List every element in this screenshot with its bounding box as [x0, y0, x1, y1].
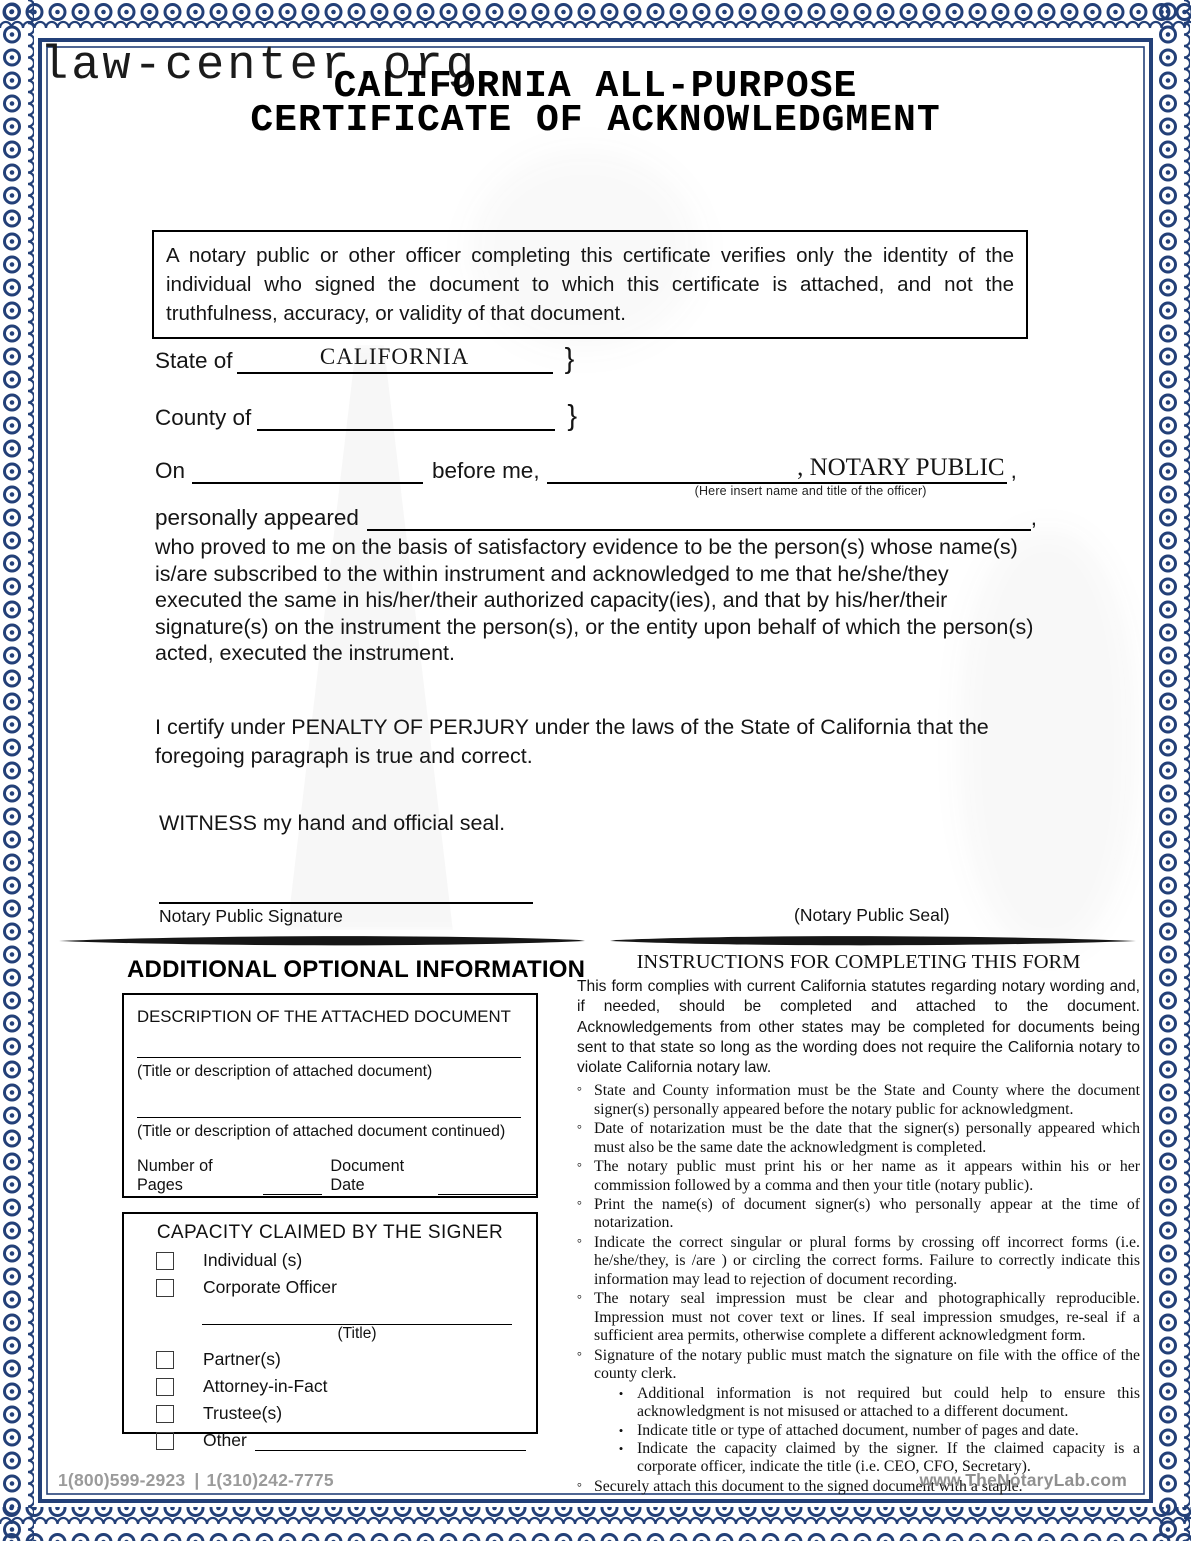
instructions-list	[577, 1082, 1140, 1496]
personally-appeared-label: personally appeared	[155, 505, 359, 530]
section-divider-rule	[55, 933, 1140, 949]
capacity-option-row	[156, 1430, 536, 1451]
capacity-option-label: Attorney-in-Fact	[203, 1376, 328, 1396]
degree-bullet-icon	[577, 1347, 594, 1383]
capacity-option-label: Corporate Officer	[203, 1277, 337, 1297]
instruction-item	[577, 1234, 1140, 1289]
checkbox-individuals[interactable]	[156, 1252, 174, 1270]
instruction-text: Print the name(s) of document signer(s) who personally appear at the time of notarization.	[594, 1196, 1140, 1232]
instruction-sublist	[605, 1385, 1140, 1476]
acknowledgment-paragraph: who proved to me on the basis of satisfactory evidence to be the person(s) whose name(s) is/are subscribed to the within instrument and acknowledged to me that he/she/they executed the same in his/her/their authorized capacity(ies), and that by his/her/their signature(s) on the instrument the person(s), or the entity upon behalf of which the person(s) acted, executed the instrument.	[155, 535, 1034, 665]
dot-bullet-icon	[605, 1440, 637, 1476]
seal-label: (Notary Public Seal)	[794, 905, 950, 925]
instruction-item	[577, 1347, 1140, 1383]
capacity-option-label: Individual (s)	[203, 1250, 303, 1270]
instruction-text: Indicate the correct singular or plural forms by crossing off incorrect forms (i.e. he/she/they, is /are ) or circling the correct forms. Failure to correctly indicate this information may lead to rejection of document recording.	[594, 1234, 1140, 1288]
footer-separator: |	[194, 1470, 200, 1490]
degree-bullet-icon	[577, 1158, 594, 1194]
instruction-text: The notary seal impression must be clear and photographically reproducible. Impression must not cover text or lines. If seal impression smudges, re-seal if a sufficient area permits, otherwise complete a different acknowledgment form.	[594, 1290, 1140, 1344]
corporate-title-hint: (Title)	[337, 1325, 377, 1342]
title-line-1: CALIFORNIA ALL-PURPOSE	[333, 65, 858, 108]
footer-phone-2: 1(310)242-7775	[206, 1470, 334, 1490]
degree-bullet-icon	[577, 1196, 594, 1232]
footer-phone-1: 1(800)599-2923	[58, 1470, 186, 1490]
description-box-heading: DESCRIPTION OF THE ATTACHED DOCUMENT	[137, 1007, 511, 1026]
comma: ,	[1030, 505, 1037, 530]
state-row	[155, 343, 574, 374]
state-value: CALIFORNIA	[319, 344, 470, 369]
number-of-pages-input-line[interactable]	[263, 1174, 322, 1195]
capacity-option-row	[156, 1403, 536, 1424]
footer-website: www.TheNotaryLab.com	[919, 1470, 1127, 1490]
corporate-title-input-line[interactable]	[202, 1318, 512, 1325]
personally-appeared-input-line[interactable]	[367, 501, 1031, 531]
capacity-option-label: Other	[203, 1430, 247, 1450]
comma: ,	[1010, 458, 1017, 483]
degree-bullet-icon	[577, 1120, 594, 1156]
dot-bullet-icon	[605, 1422, 637, 1440]
instruction-item	[577, 1196, 1140, 1232]
site-logo: law-center.org	[40, 40, 477, 93]
signature-label: Notary Public Signature	[159, 906, 343, 926]
doc-title-input-line[interactable]	[137, 1057, 521, 1058]
instruction-subtext: Additional information is not required but could help to ensure this acknowledgment is not misused or attached to a different document.	[637, 1385, 1140, 1421]
doc-title-continued-input-line[interactable]	[137, 1117, 521, 1118]
notary-public-value: , NOTARY PUBLIC	[797, 454, 1005, 481]
checkbox-other[interactable]	[156, 1432, 174, 1450]
instruction-text: Securely attach this document to the signed document with a staple.	[594, 1478, 1023, 1496]
number-of-pages-label: Number of Pages	[137, 1157, 213, 1194]
additional-info-heading: ADDITIONAL OPTIONAL INFORMATION	[127, 956, 586, 983]
county-label: County of	[155, 405, 252, 430]
perjury-paragraph: I certify under PENALTY OF PERJURY under the laws of the State of California that the foregoing paragraph is true and correct.	[155, 715, 989, 768]
checkbox-corporate-officer[interactable]	[156, 1279, 174, 1297]
dot-bullet-icon	[605, 1385, 637, 1421]
doc-title-continued-hint: (Title or description of attached document continued)	[137, 1123, 506, 1140]
instruction-subtext: Indicate title or type of attached document, number of pages and date.	[637, 1421, 1079, 1439]
pages-date-row	[137, 1157, 536, 1195]
instruction-item	[577, 1082, 1140, 1118]
officer-hint: (Here insert name and title of the officer)	[694, 484, 927, 498]
state-input-line[interactable]	[237, 343, 553, 374]
checkbox-trustees[interactable]	[156, 1405, 174, 1423]
brace: }	[567, 400, 577, 432]
degree-bullet-icon	[577, 1478, 594, 1496]
personally-appeared-row	[155, 501, 1037, 531]
degree-bullet-icon	[577, 1082, 594, 1118]
other-capacity-input-line[interactable]	[255, 1430, 526, 1451]
date-notary-row	[155, 453, 1017, 498]
capacity-box	[122, 1212, 538, 1450]
footer-phones	[58, 1470, 334, 1491]
instruction-item	[577, 1158, 1140, 1194]
instructions-intro: This form complies with current California statutes regarding notary wording and, if needed, should be completed and attached to the document. Acknowledgements from other states may be completed for documents being sent to that state so long as the wording does not require the California notary to violate California notary law.	[577, 978, 1140, 1077]
capacity-option-row	[156, 1349, 536, 1370]
notary-name-input-line[interactable]	[547, 453, 1007, 498]
title-line-2: CERTIFICATE OF ACKNOWLEDGMENT	[250, 99, 941, 142]
degree-bullet-icon	[577, 1234, 594, 1289]
capacity-option-row	[156, 1376, 536, 1397]
document-date-input-line[interactable]	[438, 1174, 536, 1195]
date-input-line[interactable]	[192, 453, 423, 484]
instruction-item	[577, 1290, 1140, 1345]
instruction-text: The notary public must print his or her name as it appears within his or her commission followed by a comma and then your title (notary public).	[594, 1158, 1140, 1194]
capacity-option-label: Trustee(s)	[203, 1403, 283, 1423]
doc-title-hint: (Title or description of attached document)	[137, 1063, 433, 1080]
instructions-heading: INSTRUCTIONS FOR COMPLETING THIS FORM	[636, 951, 1081, 973]
instruction-text: State and County information must be the State and County where the document signer(s) personally appeared before the notary public for acknowledgment.	[594, 1082, 1140, 1118]
before-me-label: before me,	[432, 458, 540, 483]
checkbox-attorney-in-fact[interactable]	[156, 1378, 174, 1396]
notary-signature-line[interactable]	[159, 872, 533, 904]
state-label: State of	[155, 348, 233, 373]
instruction-text: Signature of the notary public must match the signature on file with the office of the county clerk.	[594, 1346, 1140, 1382]
witness-line: WITNESS my hand and official seal.	[159, 811, 506, 835]
capacity-option-label: Partner(s)	[203, 1349, 281, 1369]
description-box	[122, 993, 538, 1198]
capacity-option-row	[156, 1277, 536, 1298]
notary-disclaimer-box: A notary public or other officer completing this certificate verifies only the identity of the individual who signed the document to which this certificate is attached, and not the truthfulness, accuracy, or validity of that document.	[152, 230, 1028, 339]
instruction-subtext: Indicate the capacity claimed by the signer. If the claimed capacity is a corporate officer, indicate the title (i.e. CEO, CFO, Secretary).	[637, 1439, 1140, 1476]
degree-bullet-icon	[577, 1290, 594, 1345]
brace: }	[564, 343, 575, 375]
instruction-subitem	[605, 1385, 1140, 1421]
capacity-box-heading: CAPACITY CLAIMED BY THE SIGNER	[156, 1222, 504, 1243]
instruction-item	[577, 1120, 1140, 1156]
on-label: On	[155, 458, 186, 483]
capacity-option-row	[156, 1250, 536, 1271]
checkbox-partners[interactable]	[156, 1351, 174, 1369]
document-date-label: Document Date	[330, 1157, 405, 1194]
instruction-text: Date of notarization must be the date that the signer(s) personally appeared which must also be the same date the acknowledgment is completed.	[594, 1120, 1140, 1156]
instruction-subitem	[605, 1422, 1140, 1440]
county-input-line[interactable]	[257, 400, 555, 431]
county-row	[155, 400, 577, 431]
instructions-column	[577, 951, 1140, 1498]
